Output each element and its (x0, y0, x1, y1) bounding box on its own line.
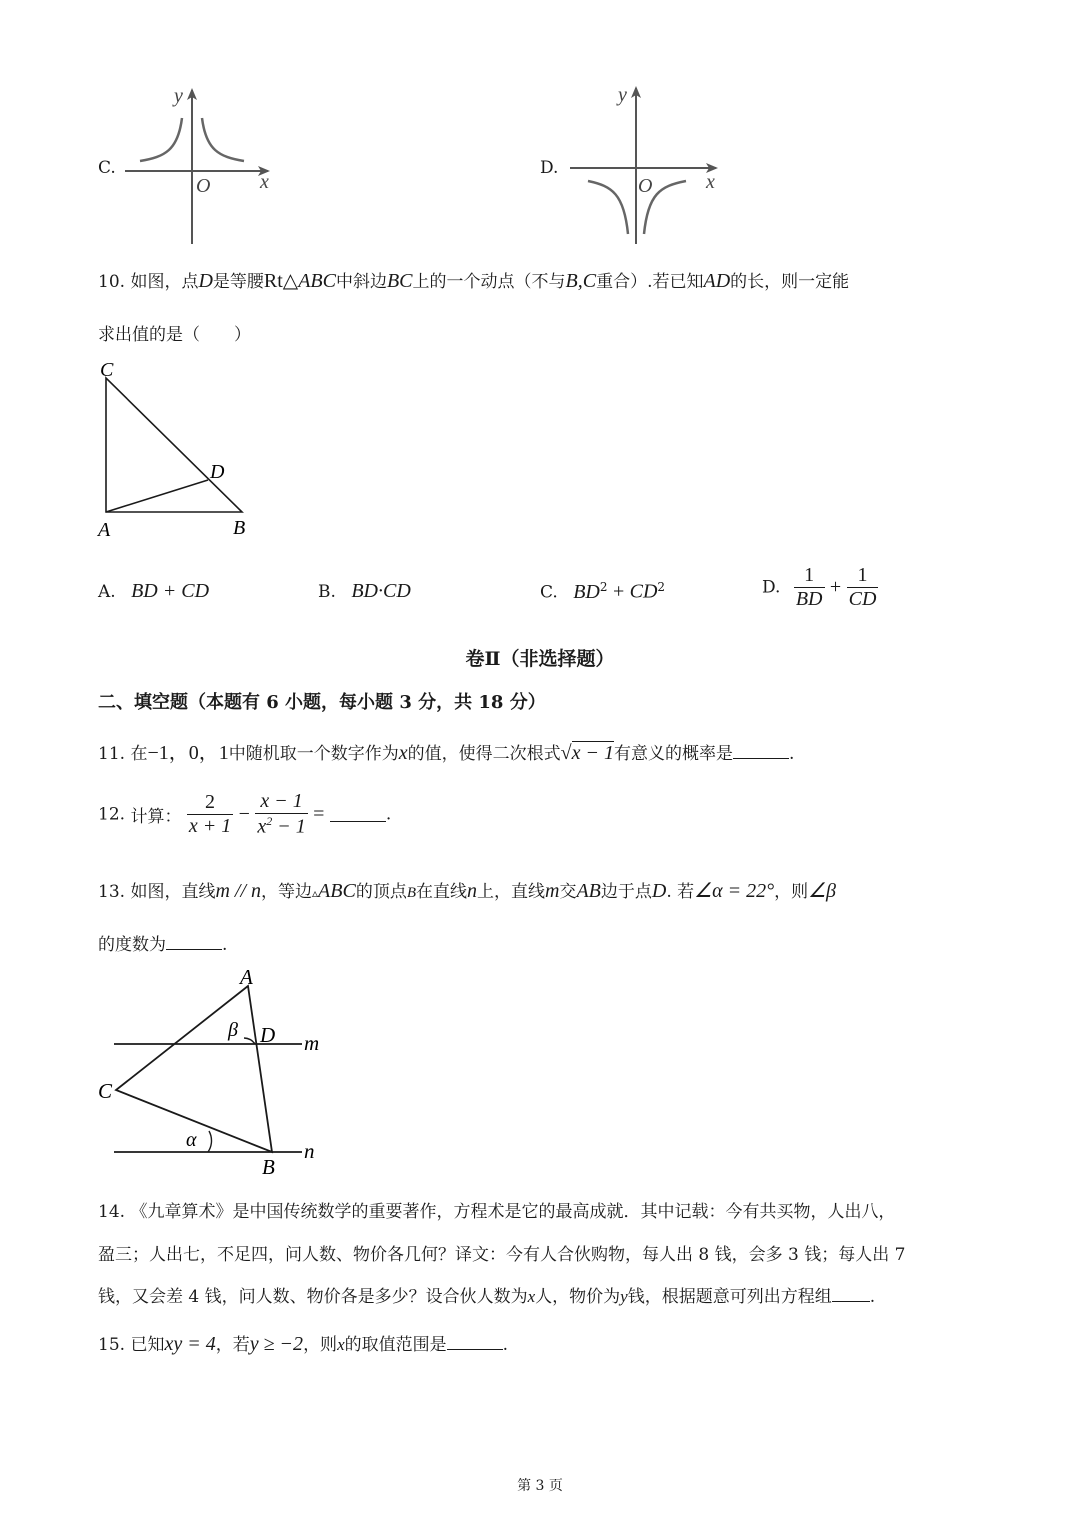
period: . (385, 804, 392, 825)
x-axis-label: x (706, 171, 715, 193)
number-list: −1，0，1 (147, 742, 229, 764)
curve-left (588, 181, 628, 234)
option-c-graph (120, 82, 280, 248)
q10-number: 10. (98, 272, 126, 292)
var-d: D (651, 880, 667, 902)
q15-text: ，则 (303, 1335, 338, 1355)
rt-triangle: Rt△ (263, 270, 299, 292)
var-d: D (198, 270, 213, 292)
q13-text: 上，直线 (477, 882, 545, 902)
numerator: 1 (804, 564, 815, 586)
q13-figure (92, 962, 332, 1182)
q13-text: . 若 (666, 882, 695, 902)
triangle-abc (116, 986, 272, 1152)
option-label: B. (318, 582, 336, 602)
numerator: x − 1 (260, 790, 303, 812)
label-a: A (98, 519, 111, 541)
option-expr: CD (629, 580, 658, 603)
option-expr: BD·CD (351, 580, 411, 602)
origin-label: O (196, 175, 211, 197)
exponent: 2 (657, 580, 666, 594)
condition-y: y ≥ −2 (249, 1333, 304, 1355)
option-expr: BD + CD (131, 580, 210, 602)
triangle-abc (106, 378, 242, 512)
q14-line1: 14. 《九章算术》是中国传统数学的重要著作，方程术是它的最高成就．其中记载：今有共买物，人出八， (98, 1202, 896, 1222)
option-c-label: C. (98, 158, 116, 178)
q13-text: ，等边 (261, 882, 313, 902)
section-heading: 二、填空题（本题有 6 小题，每小题 3 分，共 18 分） (98, 692, 546, 713)
var-x: x (398, 742, 408, 764)
answer-blank[interactable] (330, 807, 386, 822)
radicand: x − 1 (571, 742, 614, 764)
angle-beta: ∠β (808, 880, 836, 902)
label-d: D (210, 461, 225, 483)
answer-blank[interactable] (733, 744, 789, 759)
label-c: C (98, 1079, 113, 1103)
option-expr: BD (573, 580, 600, 603)
numerator: 1 (857, 564, 868, 586)
y-axis-label: y (174, 85, 183, 107)
denominator: CD (848, 588, 877, 610)
period: . (502, 1335, 509, 1355)
q12-text: 计算： (130, 806, 182, 827)
volume-title: 卷Ⅱ（非选择题） (465, 648, 615, 670)
q14-text: 钱，又会差 4 钱，问人数、物价各是多少？设合伙人数为 (98, 1287, 528, 1307)
minus: − (238, 802, 250, 825)
option-label: D. (762, 577, 781, 598)
curve-right (202, 118, 244, 161)
q11-text: 在 (130, 744, 148, 764)
label-b: B (262, 1155, 275, 1179)
period: . (788, 744, 795, 764)
q15 (98, 1330, 508, 1356)
parallel-mn: m // n (215, 880, 262, 902)
var-ad: AD (703, 270, 731, 292)
triangle-symbol: ▵ (312, 886, 319, 900)
label-alpha: α (186, 1129, 197, 1151)
label-d: D (260, 1023, 276, 1047)
denominator (255, 813, 307, 839)
q12 (98, 790, 391, 839)
condition-xy: xy = 4 (164, 1333, 216, 1355)
period: . (869, 1287, 876, 1307)
q11-number: 11. (98, 744, 126, 764)
curve-left (140, 118, 182, 161)
label-beta: β (228, 1019, 238, 1041)
y-axis-label: y (618, 84, 627, 106)
q10-text: 的长，则一定能 (730, 272, 850, 292)
answer-blank[interactable] (447, 1335, 503, 1350)
q10-text: 中斜边 (335, 272, 387, 292)
sqrt-sign: √ (560, 742, 572, 764)
label-m: m (304, 1031, 320, 1055)
q13-line2 (98, 930, 227, 955)
q10-text: 重合）.若已知 (596, 272, 704, 292)
q13-text: 如图，直线 (130, 882, 216, 902)
denominator: x + 1 (188, 814, 232, 837)
plus: + (612, 580, 625, 603)
q15-text: 已知 (130, 1335, 165, 1355)
q12-number: 12. (98, 804, 126, 825)
q13-text: 交 (559, 882, 577, 902)
var-m: m (545, 880, 560, 902)
label-n: n (304, 1139, 315, 1163)
option-label: C. (540, 582, 558, 603)
equals: = (313, 802, 325, 825)
label-a: A (240, 965, 253, 989)
q15-number: 15. (98, 1335, 126, 1355)
q14-line3 (98, 1282, 875, 1307)
q15-text: 的取值范围是 (344, 1335, 447, 1355)
q11-text: 有意义的概率是 (613, 744, 733, 764)
origin-label: O (638, 175, 653, 197)
var-b: B (406, 885, 416, 901)
q13-text: 的顶点 (355, 882, 407, 902)
q10-option-c[interactable] (540, 580, 665, 604)
x-axis-label: x (260, 171, 269, 193)
q13-text: 边于点 (600, 882, 652, 902)
exponent: 2 (599, 580, 608, 594)
option-label: A. (98, 582, 116, 602)
angle-beta-arc (244, 1038, 255, 1044)
q13-line1 (98, 877, 836, 903)
var-bc-points: B,C (565, 270, 597, 292)
q10-text: 上的一个动点（不与 (412, 272, 566, 292)
q10-figure (92, 356, 262, 542)
q13-number: 13. (98, 882, 126, 902)
exponent: 2 (266, 814, 273, 828)
fraction (187, 791, 233, 838)
var-abc: ABC (298, 270, 336, 292)
q11-text: 中随机取一个数字作为 (228, 744, 399, 764)
plus: + (829, 576, 842, 598)
q14-line2: 盈三；人出七，不足四，问人数、物价各几何？译文：今有人合伙购物，每人出 8 钱，会多 3 钱；每人出 7 (98, 1245, 906, 1265)
q10-line2: 求出值的是（ ） (98, 325, 251, 345)
var-y: y (620, 1287, 628, 1306)
segment-ad (106, 480, 208, 512)
q10-option-d[interactable] (762, 564, 878, 611)
option-d-label: D. (540, 158, 559, 178)
var-n: n (467, 880, 477, 902)
fraction (847, 564, 879, 611)
q14-text: 钱，根据题意可列出方程组 (627, 1287, 832, 1307)
q11-text: 的值，使得二次根式 (407, 744, 561, 764)
numerator: 2 (205, 790, 216, 813)
fraction (255, 790, 307, 839)
q10-line1 (98, 267, 849, 293)
q15-text: ，若 (215, 1335, 250, 1355)
denominator: BD (795, 588, 823, 610)
q10-text: 是等腰 (212, 272, 264, 292)
q10-text: 如图，点 (130, 272, 199, 292)
option-d-graph (566, 82, 726, 248)
den-rest: − 1 (272, 815, 306, 838)
q10-option-b[interactable] (318, 580, 411, 603)
q13-text: ，则 (774, 882, 809, 902)
label-b: B (233, 517, 246, 539)
answer-blank[interactable] (166, 935, 222, 950)
var-bc: BC (386, 270, 413, 292)
var-x: x (337, 1335, 345, 1354)
var-x: x (527, 1287, 536, 1306)
var-ab: AB (576, 880, 601, 902)
q10-option-a[interactable] (98, 580, 209, 603)
q13-text: 在直线 (416, 882, 467, 902)
period: . (222, 935, 228, 955)
answer-blank[interactable] (832, 1287, 870, 1302)
q14-text: 人，物价为 (535, 1287, 621, 1307)
q13-text: 的度数为 (98, 935, 166, 955)
angle-condition: ∠α = 22° (694, 880, 775, 902)
q11 (98, 736, 794, 765)
page-footer: 第 3 页 (517, 1478, 563, 1494)
var-abc: ABC (318, 880, 356, 902)
fraction (794, 564, 825, 611)
label-c: C (100, 359, 114, 381)
angle-alpha-arc (208, 1131, 212, 1152)
den-base: x (257, 815, 267, 838)
